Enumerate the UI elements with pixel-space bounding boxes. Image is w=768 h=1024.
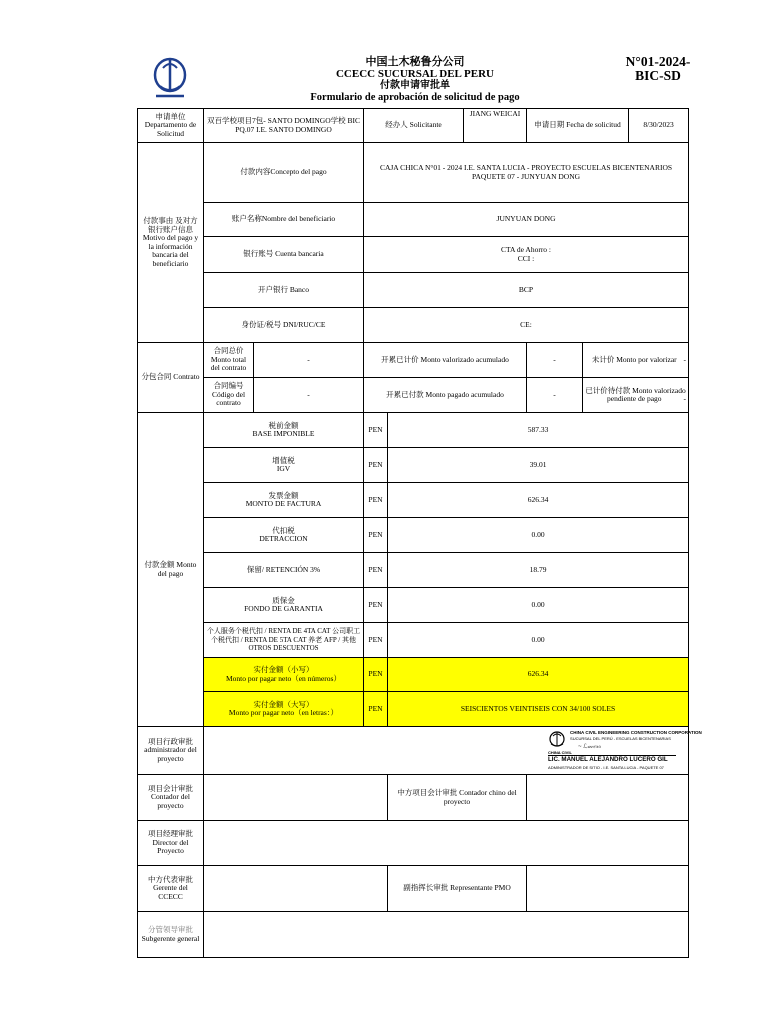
beneficiario-value: JUNYUAN DONG	[364, 203, 689, 237]
cuenta-ahorro: CTA de Ahorro :	[501, 245, 552, 254]
motivo-section-label: 付款事由 及对方银行账户信息 Motivo del pago y la información bancaria del beneficiario	[138, 143, 204, 343]
monto-row-label: 质保金 FONDO DE GARANTIA	[204, 588, 364, 623]
concepto-value: CAJA CHICA N°01 - 2024 I.E. SANTA LUCIA - PROYECTO ESCUELAS BICENTENARIOS PAQUETE 07 - JUNYUAN DONG	[364, 143, 689, 203]
base-imponible-value: 587.33	[388, 413, 689, 448]
form-title	[280, 56, 550, 104]
currency-cell: PEN	[364, 623, 388, 658]
contador-approval-label: 项目会计审批 Contador del proyecto	[138, 775, 204, 821]
monto-row-label: 代扣税 DETRACCION	[204, 518, 364, 553]
admin-approval-label: 项目行政审批 administrador del proyecto	[138, 727, 204, 775]
valorizado-label: 开累已计价 Monto valorizado acumulado	[364, 343, 527, 378]
pagado-label: 开累已付款 Monto pagado acumulado	[364, 378, 527, 413]
concepto-label: 付款内容Concepto del pago	[204, 143, 364, 203]
monto-total-value: -	[254, 343, 364, 378]
form-header	[0, 0, 768, 108]
codigo-value: -	[254, 378, 364, 413]
form-name-cn: 付款申请审批单	[380, 80, 450, 91]
neto-numeros-value: 626.34	[388, 658, 689, 692]
currency-cell: PEN	[364, 692, 388, 727]
china-civil-logo-icon	[548, 731, 566, 749]
pendiente-value: -	[683, 394, 687, 403]
por-valorizar-value: -	[683, 354, 687, 364]
document-number: N°01-2024-BIC-SD	[625, 54, 691, 83]
currency-cell: PEN	[364, 658, 388, 692]
monto-row-label: 税前金额 BASE IMPONIBLE	[204, 413, 364, 448]
cuenta-label: 银行账号 Cuenta bancaria	[204, 237, 364, 273]
subgerente-approval-cell	[204, 912, 689, 958]
currency-cell: PEN	[364, 553, 388, 588]
currency-cell: PEN	[364, 483, 388, 518]
stamp-branch: SUCURSAL DEL PERÚ - ESCUELAS BICENTENARIAS	[570, 735, 671, 741]
solicitante-value: JIANG WEICAI	[464, 109, 527, 143]
neto-letras-label: 实付金额（大写） Monto por pagar neto（en letras：）	[204, 692, 364, 727]
retencion-value: 18.79	[388, 553, 689, 588]
contrato-section-label: 分包合同 Contrato	[138, 343, 204, 413]
solicitante-label: 经办人 Solicitante	[364, 109, 464, 143]
fecha-label: 申请日期 Fecha de solicitud	[527, 109, 629, 143]
company-name-es: CCECC SUCURSAL DEL PERU	[335, 68, 494, 80]
stamp-brand: CHINA CIVIL	[548, 749, 572, 755]
admin-approval-cell	[204, 727, 702, 775]
monto-row-label: 个人服务个税代扣 / RENTA DE 4TA CAT 公司职工个税代扣 / RENTA DE 5TA CAT 养老 AFP / 其他 OTROS DESCUENTOS	[204, 623, 364, 658]
monto-row-label: 保留/ RETENCIÓN 3%	[204, 553, 364, 588]
pmo-approval-cell	[527, 866, 689, 912]
contador-chino-cell	[527, 775, 689, 821]
dni-label: 身份证/税号 DNI/RUC/CE	[204, 308, 364, 343]
pmo-approval-label: 副指挥长审批 Representante PMO	[388, 866, 527, 912]
payment-approval-table	[137, 108, 702, 958]
monto-section-label: 付款金额 Monto del pago	[138, 413, 204, 727]
currency-cell: PEN	[364, 413, 388, 448]
stamp-company: CHINA CIVIL ENGINEERING CONSTRUCTION CORPORATION	[570, 729, 702, 735]
dept-value: 双百学校项目7包- SANTO DOMINGO学校 BIC PQ.07 I.E. SANTO DOMINGO	[204, 109, 364, 143]
stamp-name: LIC. MANUEL ALEJANDRO LUCERO GIL	[548, 755, 668, 763]
por-valorizar-label: 未计价 Monto por valorizar -	[583, 343, 689, 378]
igv-value: 39.01	[388, 448, 689, 483]
banco-label: 开户银行 Banco	[204, 273, 364, 308]
monto-row-label: 增值税 IGV	[204, 448, 364, 483]
banco-value: BCP	[364, 273, 689, 308]
fecha-value: 8/30/2023	[629, 109, 689, 143]
otros-descuentos-value: 0.00	[388, 623, 689, 658]
contador-approval-cell	[204, 775, 388, 821]
applicant-row	[138, 109, 689, 143]
ccecc-logo-icon	[152, 56, 188, 100]
gerente-approval-cell	[204, 866, 388, 912]
detraccion-value: 0.00	[388, 518, 689, 553]
director-approval-label: 项目经理审批 Director del Proyecto	[138, 821, 204, 866]
contador-chino-label: 中方项目会计审批 Contador chino del proyecto	[388, 775, 527, 821]
gerente-approval-label: 中方代表审批 Gerente del CCECC	[138, 866, 204, 912]
handwritten-signature-icon: ~ ℒ𝓊𝒸𝑒𝓇ℴ	[578, 743, 602, 750]
fondo-garantia-value: 0.00	[388, 588, 689, 623]
monto-factura-value: 626.34	[388, 483, 689, 518]
codigo-label: 合同编号 Código del contrato	[204, 378, 254, 413]
pendiente-label: 已计价待付款 Monto valorizado pendiente de pago -	[583, 378, 689, 413]
currency-cell: PEN	[364, 518, 388, 553]
currency-cell: PEN	[364, 448, 388, 483]
company-name-cn: 中国土木秘鲁分公司	[365, 56, 465, 68]
cuenta-value	[364, 237, 689, 273]
subgerente-approval-label: 分管领导审批 Subgerente general	[138, 912, 204, 958]
monto-total-label: 合同总价 Monto total del contrato	[204, 343, 254, 378]
dept-label: 申请单位 Departamento de Solicitud	[138, 109, 204, 143]
admin-signature-stamp	[548, 729, 702, 773]
pagado-value: -	[527, 378, 583, 413]
cuenta-cci: CCI :	[517, 253, 535, 263]
valorizado-value: -	[527, 343, 583, 378]
dni-value: CE:	[364, 308, 689, 343]
form-name-es: Formulario de aprobación de solicitud de pago	[310, 92, 520, 103]
neto-letras-value: SEISCIENTOS VEINTISEIS CON 34/100 SOLES	[388, 692, 689, 727]
currency-cell: PEN	[364, 588, 388, 623]
stamp-role: ADMINISTRADOR DE SITIO - I.E. SANTA LUCIA - PAQUETE 07	[548, 764, 664, 770]
director-approval-cell	[204, 821, 689, 866]
monto-row-label: 发票金额 MONTO DE FACTURA	[204, 483, 364, 518]
neto-numeros-label: 实付金额（小写） Monto por pagar neto（en números）	[204, 658, 364, 692]
beneficiario-label: 账户名称Nombre del beneficiario	[204, 203, 364, 237]
